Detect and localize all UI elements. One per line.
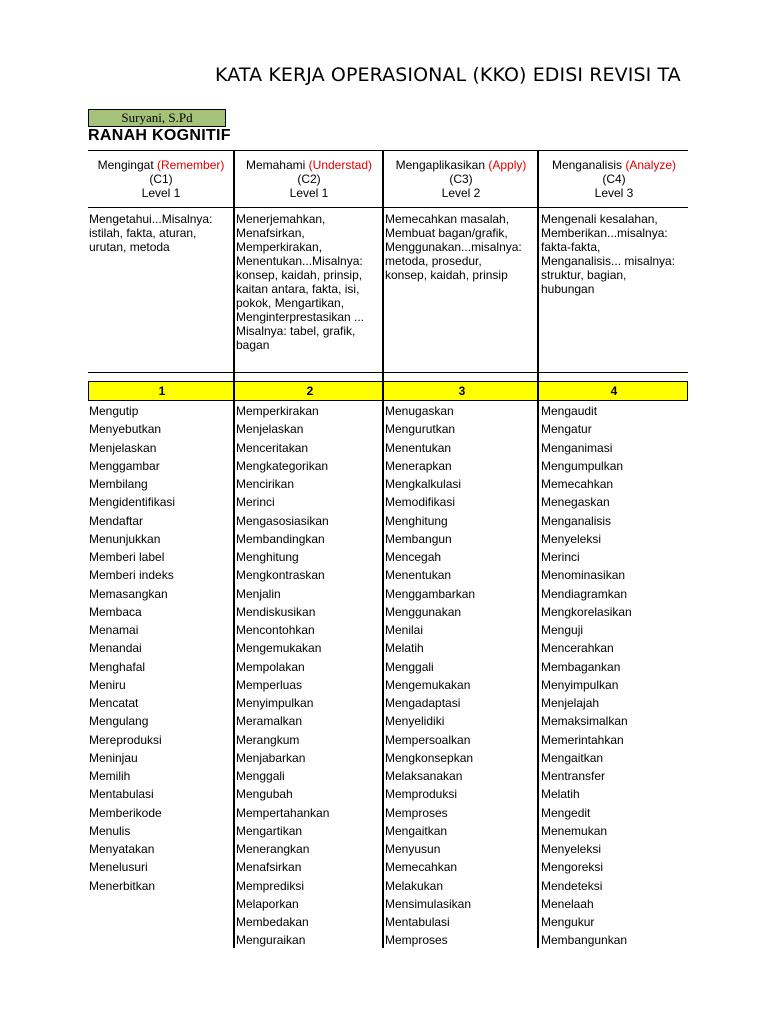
verb-item: Memberi label [89, 550, 165, 564]
verb-item: Mengkonsepkan [385, 750, 474, 765]
verb-item: Mengaitkan [385, 823, 448, 838]
verb-item: Melaporkan [236, 896, 299, 911]
verb-item: Menelusuri [89, 860, 148, 875]
verb-item: Mengemukakan [385, 677, 471, 692]
description-line: kaitan antara, fakta, isi, [236, 282, 360, 296]
verb-item: Mengutip [89, 404, 139, 418]
verb-item: Mensimulasikan [385, 896, 472, 911]
verb-item: Membaca [89, 604, 142, 619]
column-english: (Remember) [157, 158, 225, 172]
verb-item: Menganalisis [541, 513, 612, 528]
verb-item: Mereproduksi [89, 732, 162, 747]
description-line: Memecahkan masalah, [385, 212, 510, 226]
column-level: Level 1 [289, 186, 329, 200]
verb-item: Menamai [89, 623, 139, 637]
verb-item: Menafsirkan [236, 860, 302, 875]
verb-item: Menyusun [385, 842, 441, 856]
verb-item: Mengasosiasikan [236, 513, 329, 528]
verb-item: Mengkategorikan [236, 458, 329, 473]
description-line: Memberikan...misalnya: [541, 226, 668, 240]
verb-item: Menjelajah [541, 696, 600, 710]
verb-item: Menerbitkan [89, 878, 156, 893]
description-c4 [541, 212, 687, 296]
verb-item: Menugaskan [385, 404, 454, 418]
description-line: Menerjemahkan, [236, 212, 326, 226]
description-line: Mengetahui...Misalnya: [89, 212, 213, 226]
description-line: Misalnya: tabel, grafik, [236, 324, 356, 338]
verb-item: Menominasikan [541, 568, 626, 583]
verb-item: Menjelaskan [89, 440, 157, 455]
description-line: Membuat bagan/grafik, [385, 226, 508, 240]
verb-item: Mengkontraskan [236, 568, 325, 583]
verb-item: Menyeleksi [541, 531, 602, 546]
verb-item: Mentransfer [541, 769, 606, 783]
verb-item: Mengidentifikasi [89, 495, 176, 510]
verb-item: Menghitung [385, 513, 448, 528]
verb-list-c2 [236, 402, 329, 950]
verb-item: Mendaftar [89, 513, 144, 528]
verb-item: Menegaskan [541, 495, 610, 510]
column-name: Mengingat [97, 158, 154, 172]
verb-item: Menentukan [385, 568, 452, 583]
description-c3 [385, 212, 537, 282]
verb-item: Memasangkan [89, 586, 168, 601]
column-code: (C1) [149, 172, 173, 186]
verb-item: Menerapkan [385, 458, 452, 473]
description-line: metoda, prosedur, [385, 254, 482, 268]
verb-item: Menulis [89, 823, 131, 838]
verb-item: Menyatakan [89, 842, 155, 856]
verb-item: Menjalin [236, 586, 281, 601]
column-divider [537, 150, 539, 948]
verb-item: Menyebutkan [89, 422, 162, 437]
description-c1 [89, 212, 233, 254]
verb-item: Mencatat [89, 696, 139, 710]
verb-item: Mengartikan [236, 823, 303, 838]
description-line: Mengenali kesalahan, [541, 212, 658, 226]
column-name: Menganalisis [551, 158, 622, 172]
verb-item: Mengumpulkan [541, 458, 624, 473]
verb-item: Mentabulasi [385, 915, 450, 929]
verb-item: Mendeteksi [541, 878, 603, 893]
column-header-c2 [235, 158, 383, 200]
domain-title: RANAH KOGNITIF [88, 127, 231, 144]
verb-item: Membagankan [541, 659, 621, 674]
verb-item: Menyimpulkan [236, 696, 314, 710]
column-header-c4 [540, 158, 688, 200]
description-separator [88, 372, 688, 373]
verb-list-c3 [385, 402, 475, 950]
verb-item: Mengatur [541, 422, 592, 437]
description-line: bagan [236, 338, 270, 352]
description-line: Menafsirkan, [236, 226, 305, 240]
level-number-3: 3 [458, 384, 466, 398]
verb-item: Membilang [89, 477, 148, 491]
verb-item: Menggambarkan [385, 586, 476, 601]
verb-item: Menyelidiki [385, 714, 445, 729]
description-line: pokok, Mengartikan, [236, 296, 345, 310]
verb-item: Mencontohkan [236, 623, 315, 637]
verb-item: Meninjau [89, 750, 138, 765]
verb-item: Menguraikan [236, 933, 306, 948]
verb-item: Menggambar [89, 458, 160, 473]
verb-item: Menunjukkan [89, 531, 161, 546]
verb-item: Menguji [541, 623, 584, 637]
verb-item: Mengulang [89, 714, 149, 729]
column-level: Level 1 [141, 186, 181, 200]
column-level: Level 2 [441, 186, 481, 200]
verb-item: Memperkirakan [236, 404, 319, 418]
column-header-row [88, 158, 688, 200]
verb-item: Mendiskusikan [236, 604, 316, 619]
description-line: istilah, fakta, aturan, [89, 226, 197, 240]
page-title: KATA KERJA OPERASIONAL (KKO) EDISI REVISI TA [215, 64, 681, 86]
verb-item: Mendiagramkan [541, 586, 628, 601]
column-divider [382, 150, 384, 948]
verb-item: Memodifikasi [385, 495, 456, 510]
column-english: (Analyze) [625, 158, 677, 172]
description-line: urutan, metoda [89, 240, 170, 254]
verb-item: Menerangkan [236, 842, 310, 856]
verb-list-c1 [89, 402, 175, 895]
verb-item: Mengkorelasikan [541, 604, 632, 619]
author-box: Suryani, S.Pd [88, 109, 226, 127]
column-code: (C4) [602, 172, 626, 186]
verb-item: Merinci [236, 495, 275, 510]
verb-item: Mengurutkan [385, 422, 456, 437]
level-number-4: 4 [610, 384, 618, 398]
verb-item: Mencegah [385, 550, 442, 564]
verb-item: Membandingkan [236, 531, 325, 546]
verb-item: Membangunkan [541, 933, 628, 948]
verb-item: Mengukur [541, 915, 595, 929]
column-code: (C3) [449, 172, 473, 186]
verb-item: Menemukan [541, 823, 608, 838]
verb-item: Memberi indeks [89, 568, 174, 583]
description-line: Menginterprestasikan ... [236, 310, 365, 324]
verb-item: Mengoreksi [541, 860, 604, 875]
verb-item: Mengadaptasi [385, 696, 461, 710]
verb-item: Mentabulasi [89, 787, 154, 802]
verb-item: Melaksanakan [385, 769, 463, 783]
description-line: Menggunakan...misalnya: [385, 240, 522, 254]
description-line: hubungan [541, 282, 595, 296]
verb-item: Melatih [541, 787, 580, 802]
verb-item: Memilih [89, 769, 131, 783]
verb-item: Merangkum [236, 732, 300, 747]
verb-item: Memecahkan [541, 477, 614, 491]
verb-item: Meniru [89, 677, 126, 692]
verb-item: Menandai [89, 641, 142, 656]
description-line: Menganalisis... misalnya: [541, 254, 676, 268]
verb-item: Mengaitkan [541, 750, 604, 765]
column-code: (C2) [297, 172, 321, 186]
verb-item: Menghitung [236, 550, 299, 564]
column-name: Memahami [245, 158, 306, 172]
description-c2 [236, 212, 382, 352]
header-separator [88, 207, 688, 208]
verb-item: Mempersoalkan [385, 732, 471, 747]
verb-item: Memecahkan [385, 860, 458, 875]
verb-item: Memproduksi [385, 787, 458, 802]
verb-item: Memproses [385, 933, 448, 948]
verb-item: Melatih [385, 641, 424, 656]
column-level: Level 3 [594, 186, 634, 200]
verb-item: Menggali [385, 659, 434, 674]
verb-item: Menelaah [541, 896, 594, 911]
verb-item: Menilai [385, 623, 424, 637]
verb-item: Meramalkan [236, 714, 303, 729]
verb-item: Mempolakan [236, 659, 305, 674]
column-english: (Understad) [308, 158, 373, 172]
description-line: struktur, bagian, [541, 268, 627, 282]
verb-item: Menggunakan [385, 604, 462, 619]
header-top-border [88, 150, 688, 151]
verb-item: Mencerahkan [541, 641, 614, 656]
verb-item: Melakukan [385, 878, 444, 893]
verb-item: Memerintahkan [541, 732, 624, 747]
verb-item: Merinci [541, 550, 580, 564]
description-line: Menentukan...Misalnya: [236, 254, 363, 268]
verb-item: Memaksimalkan [541, 714, 628, 729]
verb-item: Membangun [385, 531, 452, 546]
column-header-c1 [88, 158, 234, 200]
verb-item: Mengaudit [541, 404, 598, 418]
verb-item: Mengemukakan [236, 641, 322, 656]
column-divider [233, 150, 235, 948]
verb-item: Memberikode [89, 805, 162, 820]
column-header-c3 [384, 158, 538, 200]
verb-list-c4 [541, 402, 632, 950]
verb-item: Mempertahankan [236, 805, 330, 820]
verb-item: Menjabarkan [236, 750, 306, 765]
column-name: Mengaplikasikan [395, 158, 486, 172]
verb-item: Memproses [385, 805, 448, 820]
verb-item: Memperluas [236, 677, 303, 692]
verb-item: Mengedit [541, 805, 591, 820]
verb-item: Menganimasi [541, 440, 613, 455]
description-line: Memperkirakan, [236, 240, 323, 254]
description-line: konsep, kaidah, prinsip, [236, 268, 363, 282]
verb-item: Menggali [236, 769, 285, 783]
verb-item: Menceritakan [236, 440, 309, 455]
verb-item: Memprediksi [236, 878, 305, 893]
column-english: (Apply) [488, 158, 527, 172]
verb-item: Menjelaskan [236, 422, 304, 437]
verb-item: Menentukan [385, 440, 452, 455]
verb-item: Menyeleksi [541, 842, 602, 856]
level-number-1: 1 [158, 384, 166, 398]
level-number-band [88, 381, 688, 401]
description-line: fakta-fakta, [541, 240, 601, 254]
verb-item: Mencirikan [236, 477, 295, 491]
verb-item: Mengubah [236, 787, 293, 802]
level-number-2: 2 [306, 384, 314, 398]
verb-item: Menyimpulkan [541, 677, 619, 692]
verb-item: Menghafal [89, 659, 146, 674]
verb-item: Membedakan [236, 915, 309, 929]
description-line: konsep, kaidah, prinsip [385, 268, 508, 282]
verb-item: Mengkalkulasi [385, 477, 462, 491]
